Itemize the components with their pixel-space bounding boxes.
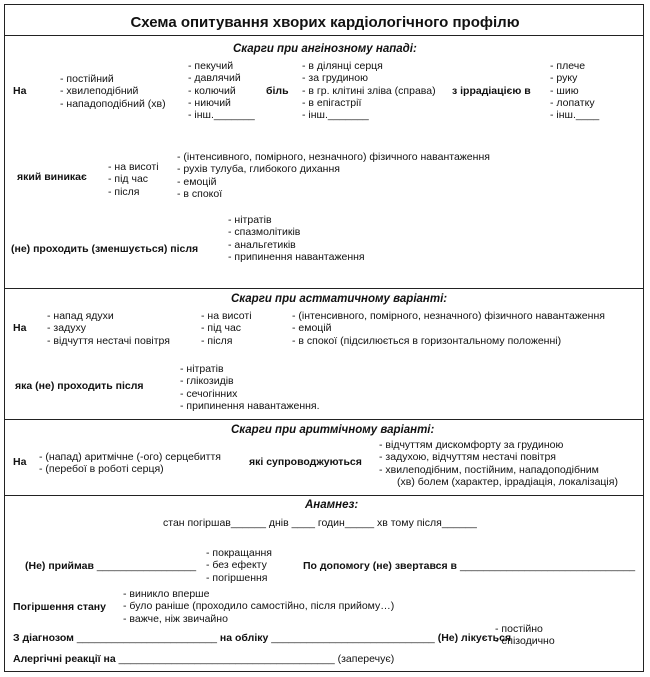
list-item: - після (108, 185, 140, 198)
diagnosis-row (13, 632, 511, 644)
list-item: - епізодично (495, 635, 555, 648)
took-field[interactable]: _________________ (96, 560, 197, 572)
list-item: - напад ядухи (47, 310, 114, 322)
list-item: - емоцій (292, 322, 332, 335)
occurs-label: який виникає (17, 171, 87, 183)
anamnesis-heading: Анамнез: (305, 499, 359, 511)
list-item: - (напад) аритмічне (-ого) серцебиття (39, 451, 221, 463)
list-item: - анальгетиків (228, 238, 296, 251)
list-item: - припинення навантаження (228, 250, 365, 263)
list-item: - в гр. клітині зліва (справа) (302, 84, 436, 97)
anginal-character-list (188, 60, 255, 121)
list-item: - відчуття нестачі повітря (47, 334, 170, 347)
diagnosis-field[interactable]: ________________________ (76, 632, 217, 644)
list-item: - задуху (47, 322, 86, 335)
list-item: - сечогінних (180, 387, 238, 400)
list-item: - колючий (188, 84, 236, 97)
help-sought (303, 560, 635, 572)
asthmatic-relief-list (180, 363, 320, 412)
list-item: - (перебої в роботі серця) (39, 463, 164, 476)
list-item: - в спокої (підсилюється в горизонтальному положенні) (292, 334, 562, 347)
list-item: - глікозидів (180, 375, 234, 388)
list-item: (хв) болем (характер, іррадіація, локалізація) (397, 475, 618, 488)
irradiation-list (550, 60, 599, 121)
asthmatic-time-list (201, 310, 252, 347)
list-item: - рухів тулуба, глибокого дихання (177, 163, 340, 176)
allergy-field[interactable]: _____________________________________ (118, 653, 335, 665)
treated-list (495, 623, 555, 648)
pain-label: біль (266, 85, 289, 97)
list-item: - за грудиною (302, 72, 368, 85)
arrhythmic-heading: Скарги при аритмічному варіанті: (231, 424, 435, 436)
treated-label: (Не) лікується (437, 632, 512, 644)
list-item: - інш._______ (302, 109, 369, 122)
onset-line: стан погіршав______ днів ____ годин_____ хв тому після______ (163, 517, 477, 529)
allergy-row (13, 653, 394, 665)
page-title: Схема опитування хворих кардіологічного профілю (130, 14, 520, 31)
list-item: - в епігастрії (302, 96, 362, 109)
list-item: - емоцій (177, 175, 217, 188)
list-item: - на висоті (201, 310, 252, 322)
effect-list (206, 547, 272, 584)
allergy-suffix: (заперечує) (337, 653, 395, 665)
list-item: - (інтенсивного, помірного, незначного) фізичного навантаження (292, 310, 605, 322)
list-item: - без ефекту (206, 559, 267, 572)
irradiation-label: з іррадіацією в (452, 85, 531, 97)
relief-label: (не) проходить (зменшується) після (11, 243, 199, 255)
list-item: - плече (550, 60, 586, 72)
section-divider (5, 419, 643, 420)
asthmatic-na-label: На (13, 322, 27, 334)
list-item: - покращання (206, 547, 272, 559)
occurs-causes-list (177, 151, 490, 200)
list-item: - хвилеподібний (60, 85, 139, 98)
list-item: - під час (201, 322, 242, 335)
occurs-time-list (108, 161, 159, 198)
list-item: - під час (108, 173, 149, 186)
list-item: - після (201, 334, 233, 347)
section-divider (5, 288, 643, 289)
list-item: - інш._______ (188, 109, 255, 122)
worsening-list (123, 588, 394, 625)
anginal-heading: Скарги при ангінозному нападі: (233, 43, 417, 55)
list-item: - лопатку (550, 96, 595, 109)
registry-field[interactable]: ____________________________ (271, 632, 435, 644)
arrhythmic-symptom-list (39, 451, 221, 476)
asthmatic-causes-list (292, 310, 605, 347)
asthmatic-symptom-list (47, 310, 170, 347)
list-item: - хвилеподібним, постійним, нападоподібним (379, 463, 599, 476)
list-item: - виникло вперше (123, 588, 210, 600)
list-item: - спазмолітиків (228, 226, 301, 239)
anginal-na-label: На (13, 85, 27, 97)
list-item: - в спокої (177, 187, 223, 200)
relief-list (228, 214, 365, 263)
list-item: - нітратів (228, 214, 272, 226)
medication-taken (25, 560, 196, 572)
accompanied-list (379, 439, 618, 488)
worsening-label: Погіршення стану (13, 601, 106, 613)
allergy-label: Алергічні реакції на (13, 653, 116, 665)
anginal-type-list (60, 73, 166, 110)
accompanied-label: які супроводжуються (249, 456, 362, 468)
list-item: - на висоті (108, 161, 159, 173)
list-item: - (інтенсивного, помірного, незначного) фізичного навантаження (177, 151, 490, 163)
list-item: - руку (550, 72, 578, 85)
list-item: - припинення навантаження. (180, 399, 320, 412)
list-item: - важче, ніж звичайно (123, 612, 228, 625)
section-divider (5, 495, 643, 496)
list-item: - постійно (495, 623, 543, 635)
list-item: - було раніше (проходило самостійно, після прийому…) (123, 600, 395, 613)
list-item: - ниючий (188, 96, 231, 109)
help-field[interactable]: ______________________________ (459, 560, 636, 572)
took-label: (Не) приймав (25, 560, 94, 572)
list-item: - відчуттям дискомфорту за грудиною (379, 439, 564, 451)
title-divider (5, 35, 643, 36)
list-item: - погіршення (206, 571, 268, 584)
asthmatic-heading: Скарги при астматичному варіанті: (231, 293, 448, 305)
asthmatic-relief-label: яка (не) проходить після (15, 380, 144, 392)
registry-label: на обліку (219, 632, 269, 644)
list-item: - інш.____ (550, 109, 600, 122)
list-item: - пекучий (188, 60, 234, 72)
questionnaire-frame (4, 4, 644, 672)
diagnosis-label: З діагнозом (13, 632, 74, 644)
arrhythmic-na-label: На (13, 456, 27, 468)
anginal-location-list (302, 60, 436, 121)
list-item: - задухою, відчуттям нестачі повітря (379, 451, 556, 464)
list-item: - постійний (60, 73, 114, 85)
help-label: По допомогу (не) звертався в (303, 560, 458, 572)
list-item: - давлячий (188, 72, 241, 85)
list-item: - шию (550, 84, 579, 97)
list-item: - нітратів (180, 363, 224, 375)
list-item: - нападоподібний (хв) (60, 97, 166, 110)
list-item: - в ділянці серця (302, 60, 383, 72)
